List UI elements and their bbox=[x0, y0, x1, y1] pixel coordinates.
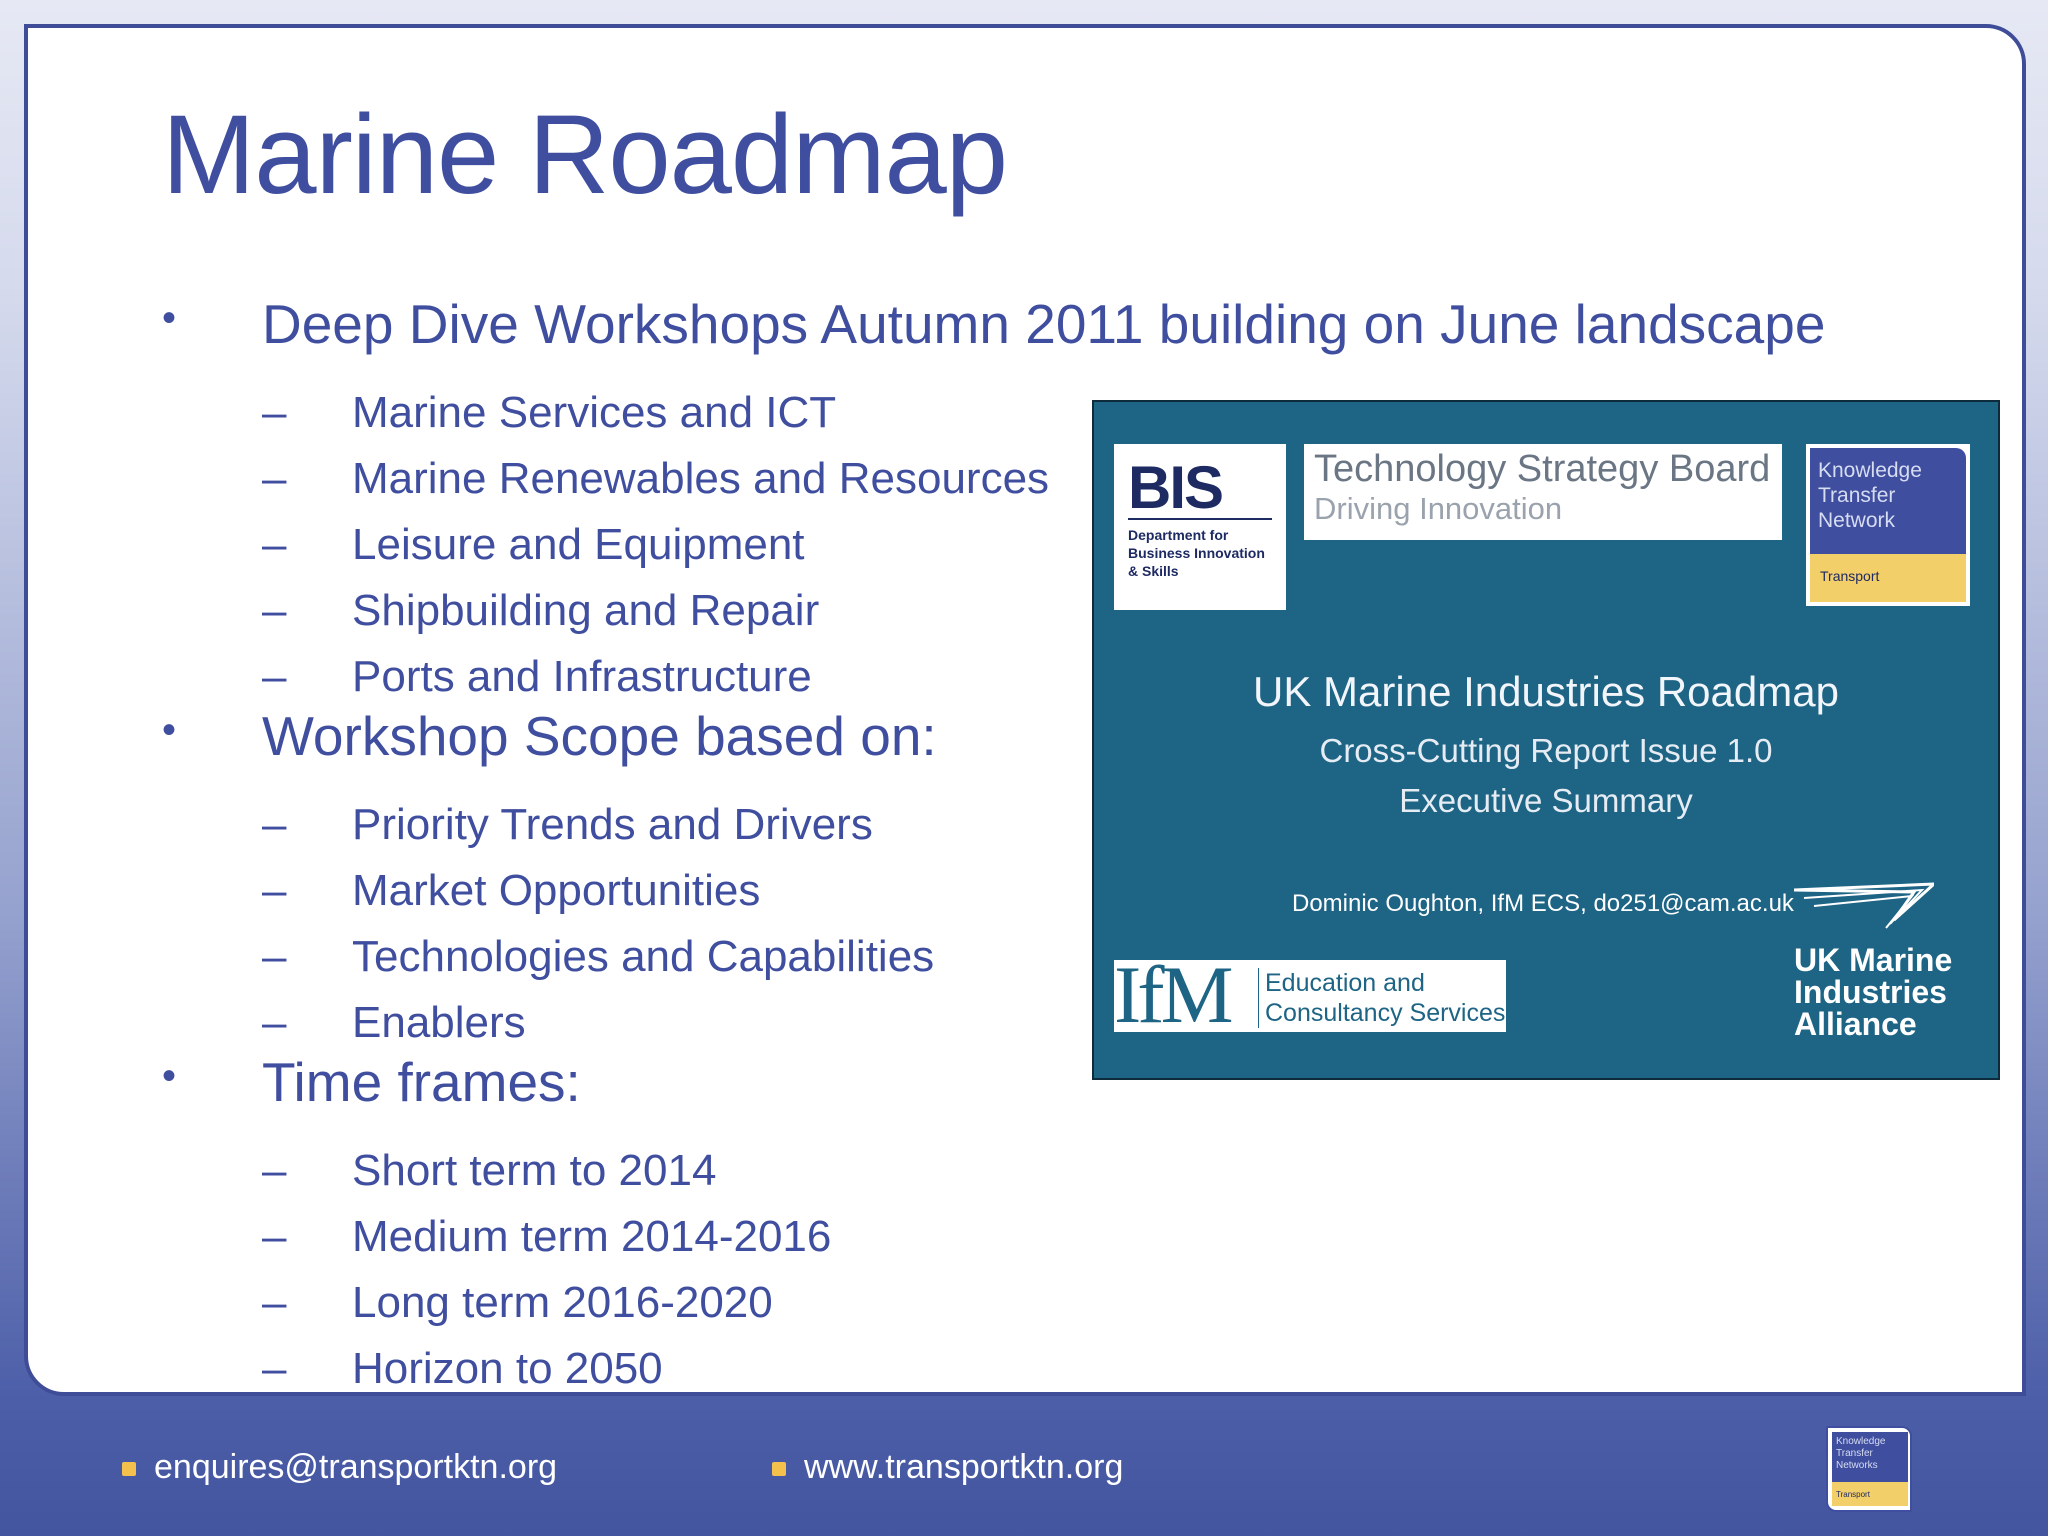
ifm-logo-text: IfM bbox=[1114, 949, 1230, 1040]
sub-bullet-text: Medium term 2014-2016 bbox=[352, 1212, 832, 1261]
footer-logo-name: Knowledge Transfer Networks bbox=[1832, 1432, 1908, 1482]
bis-logo-subtitle: Department for Business Innovation & Skills bbox=[1128, 527, 1265, 579]
dash-glyph: – bbox=[262, 454, 287, 503]
dash-glyph: – bbox=[262, 1344, 287, 1393]
dash-glyph: – bbox=[262, 520, 287, 569]
tsb-tagline: Driving Innovation bbox=[1314, 491, 1563, 526]
footer-website-text: www.transportktn.org bbox=[804, 1448, 1124, 1486]
bullet-glyph: • bbox=[162, 296, 177, 340]
report-subtitle: Cross-Cutting Report Issue 1.0 bbox=[1319, 732, 1773, 769]
bullet-heading: Time frames: bbox=[262, 1051, 581, 1113]
footer-bullet-icon bbox=[772, 1462, 786, 1476]
dash-glyph: – bbox=[262, 800, 287, 849]
tsb-logo bbox=[1304, 444, 1782, 540]
sub-bullet-text: Horizon to 2050 bbox=[352, 1344, 663, 1393]
dash-glyph: – bbox=[262, 586, 287, 635]
dash-glyph: – bbox=[262, 388, 287, 437]
dash-glyph: – bbox=[262, 866, 287, 915]
footer-email[interactable] bbox=[122, 1448, 557, 1487]
sub-bullet-text: Marine Renewables and Resources bbox=[352, 454, 1050, 503]
footer-bullet-icon bbox=[122, 1462, 136, 1476]
footer-ktn-logo bbox=[1826, 1426, 1912, 1512]
dash-glyph: – bbox=[262, 652, 287, 701]
slide-card bbox=[24, 24, 2026, 1396]
sub-bullet-text: Marine Services and ICT bbox=[352, 388, 837, 437]
report-title: UK Marine Industries Roadmap bbox=[1253, 668, 1839, 715]
ifm-logo-subtitle: Education and Consultancy Services bbox=[1258, 968, 1505, 1028]
sub-bullet-text: Long term 2016-2020 bbox=[352, 1278, 773, 1327]
ktn-logo-sector: Transport bbox=[1810, 554, 1966, 602]
report-subtitle-2: Executive Summary bbox=[1399, 782, 1693, 819]
sub-bullet-text: Enablers bbox=[352, 998, 526, 1047]
ktn-logo bbox=[1806, 444, 1970, 606]
dash-glyph: – bbox=[262, 1146, 287, 1195]
sub-bullet-text: Priority Trends and Drivers bbox=[352, 800, 873, 849]
report-author: Dominic Oughton, IfM ECS, do251@cam.ac.uk bbox=[1292, 890, 1794, 917]
ktn-logo-name: Knowledge Transfer Network bbox=[1810, 448, 1966, 554]
sub-bullet-text: Shipbuilding and Repair bbox=[352, 586, 820, 635]
alliance-logo-text: UK Marine Industries Alliance bbox=[1794, 942, 1953, 1042]
sub-bullet-text: Market Opportunities bbox=[352, 866, 761, 915]
bis-logo bbox=[1114, 444, 1286, 610]
dash-glyph: – bbox=[262, 998, 287, 1047]
report-cover-image bbox=[1092, 400, 2000, 1080]
bullet-glyph: • bbox=[162, 1054, 177, 1098]
bullet-heading: Workshop Scope based on: bbox=[262, 705, 937, 767]
sub-bullet-text: Technologies and Capabilities bbox=[352, 932, 935, 981]
sub-bullet-text: Leisure and Equipment bbox=[352, 520, 805, 569]
slide-title: Marine Roadmap bbox=[162, 92, 1008, 217]
ifm-logo bbox=[1114, 949, 1506, 1040]
sub-bullet-text: Ports and Infrastructure bbox=[352, 652, 812, 701]
footer-email-text: enquires@transportktn.org bbox=[154, 1448, 558, 1486]
tsb-name: Technology Strategy Board bbox=[1314, 448, 1771, 490]
dash-glyph: – bbox=[262, 1278, 287, 1327]
bullet-heading: Deep Dive Workshops Autumn 2011 building on June landscape bbox=[262, 293, 1826, 355]
bullet-glyph: • bbox=[162, 708, 177, 752]
footer-website[interactable] bbox=[772, 1448, 1123, 1487]
dash-glyph: – bbox=[262, 1212, 287, 1261]
dash-glyph: – bbox=[262, 932, 287, 981]
footer-logo-sector: Transport bbox=[1832, 1482, 1908, 1506]
bis-logo-text: BIS bbox=[1128, 458, 1272, 520]
alliance-swoosh-icon bbox=[1794, 880, 1934, 940]
sub-bullet-text: Short term to 2014 bbox=[352, 1146, 717, 1195]
